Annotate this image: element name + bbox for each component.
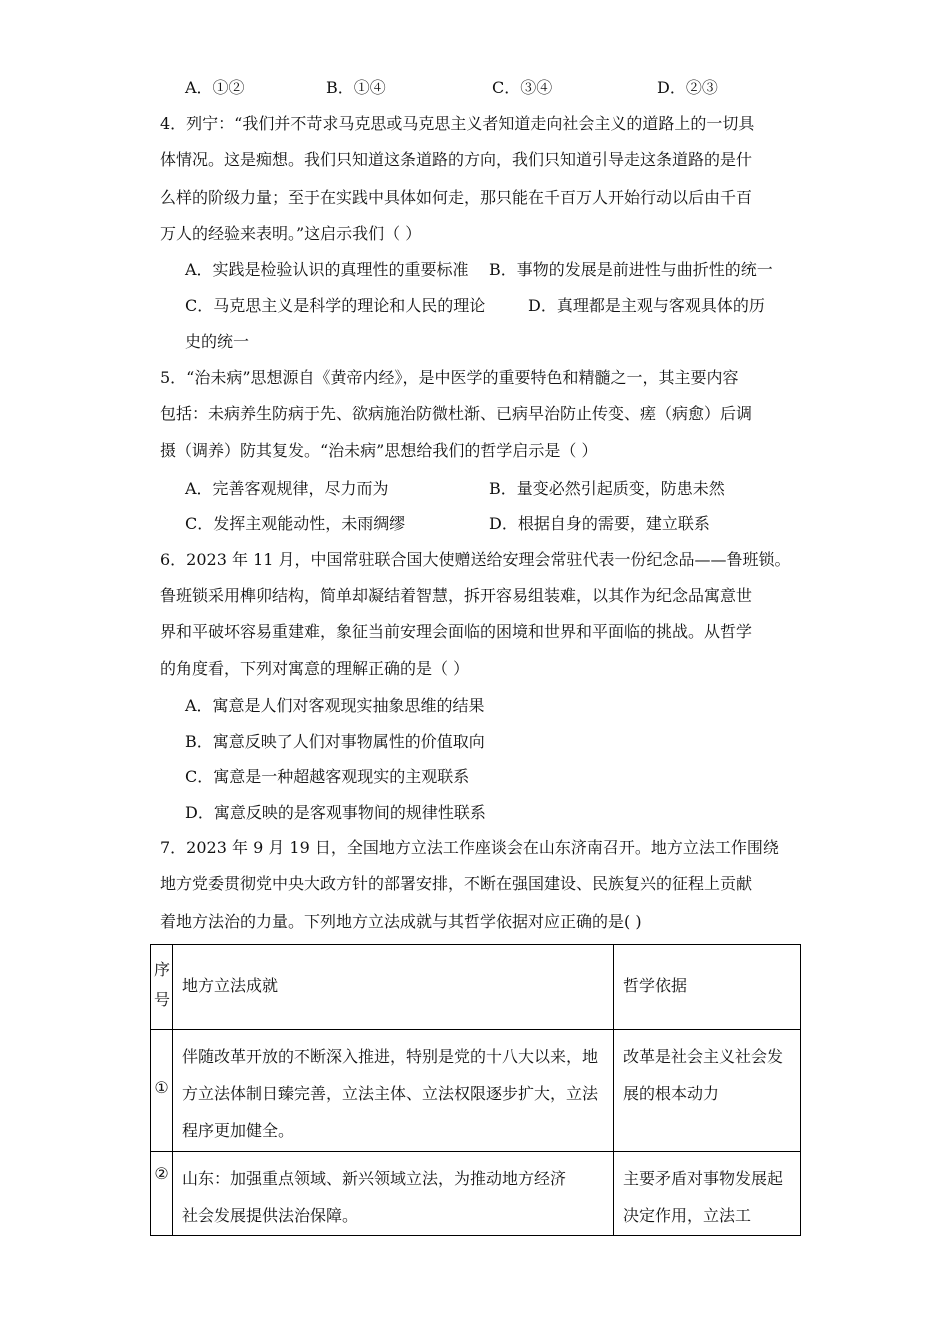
table-row: [151, 1152, 801, 1236]
q5-option-d: D．根据自身的需要，建立联系: [489, 514, 710, 533]
q3-option-d: D．②③: [657, 78, 718, 97]
q6-stem-line: 6．2023 年 11 月，中国常驻联合国大使赠送给安理会常驻代表一份纪念品——鲁班锁。: [160, 550, 791, 569]
table-header-row: [151, 945, 801, 1030]
q6-stem-line: 的角度看，下列对寓意的理解正确的是（ ）: [160, 659, 470, 678]
row-achievement: 山东：加强重点领域、新兴领域立法，为推动地方经济社会发展提供法治保障。: [182, 1169, 567, 1225]
q4-option-d: D．真理都是主观与客观具体的历: [528, 296, 765, 315]
q5-stem-line: 包括：未病养生防病于先、欲病施治防微杜渐、已病早治防止传变、瘥（病愈）后调: [160, 404, 753, 423]
header-seq-cell: [151, 945, 173, 1030]
q7-stem-line: 7．2023 年 9 月 19 日，全国地方立法工作座谈会在山东济南召开。地方立法工作围绕: [160, 838, 779, 857]
q7-stem-line: 着地方法治的力量。下列地方立法成就与其哲学依据对应正确的是( ): [160, 912, 642, 931]
q5-stem-line: 5．“治未病”思想源自《黄帝内经》，是中医学的重要特色和精髓之一，其主要内容: [160, 368, 739, 387]
q4-option-c: C．马克思主义是科学的理论和人民的理论: [185, 296, 486, 315]
table-row: [151, 1030, 801, 1152]
row-achievement-cell: [173, 1030, 614, 1152]
q6-option-d: D．寓意反映的是客观事物间的规律性联系: [185, 803, 486, 822]
q6-option-c: C．寓意是一种超越客观现实的主观联系: [185, 767, 470, 786]
header-achievement: 地方立法成就: [182, 976, 279, 995]
header-seq: 序号: [154, 960, 171, 1009]
q6-option-a: A．寓意是人们对客观现实抽象思维的结果: [185, 696, 485, 715]
row-basis: 主要矛盾对事物发展起决定作用，立法工: [623, 1169, 784, 1225]
q3-option-b: B．①④: [326, 78, 386, 97]
header-basis: 哲学依据: [623, 976, 688, 995]
row-achievement: 伴随改革开放的不断深入推进，特别是党的十八大以来，地方立法体制日臻完善，立法主体、立法权限逐步扩大，立法程序更加健全。: [182, 1047, 599, 1140]
q5-stem-line: 摄（调养）防其复发。“治未病”思想给我们的哲学启示是（ ）: [160, 441, 598, 460]
q4-stem-line: 万人的经验来表明。”这启示我们（ ）: [160, 224, 422, 243]
q4-option-b: B．事物的发展是前进性与曲折性的统一: [489, 260, 773, 279]
q3-option-a: A．①②: [185, 78, 245, 97]
q7-table: [150, 944, 801, 1236]
row-basis-cell: [614, 1152, 801, 1236]
q4-stem-line: 4．列宁：“我们并不苛求马克思或马克思主义者知道走向社会主义的道路上的一切具: [160, 114, 755, 133]
q4-stem-line: 么样的阶级力量；至于在实践中具体如何走，那只能在千百万人开始行动以后由千百: [160, 188, 753, 207]
header-basis-cell: [614, 945, 801, 1030]
q7-stem-line: 地方党委贯彻党中央大政方针的部署安排，不断在强国建设、民族复兴的征程上贡献: [160, 874, 753, 893]
row-basis-cell: [614, 1030, 801, 1152]
q3-option-c: C．③④: [492, 78, 553, 97]
q4-option-a: A．实践是检验认识的真理性的重要标准: [185, 260, 469, 279]
q6-stem-line: 鲁班锁采用榫卯结构，简单却凝结着智慧，拆开容易组装难，以其作为纪念品寓意世: [160, 586, 753, 605]
q6-option-b: B．寓意反映了人们对事物属性的价值取向: [185, 732, 485, 751]
row-seq-cell: [151, 1030, 173, 1152]
q5-option-a: A．完善客观规律，尽力而为: [185, 479, 389, 498]
row-achievement-cell: [173, 1152, 614, 1236]
q6-stem-line: 界和平破坏容易重建难，象征当前安理会面临的困境和世界和平面临的挑战。从哲学: [160, 622, 753, 641]
row-seq-cell: [151, 1152, 173, 1236]
q4-option-d-continuation: 史的统一: [185, 332, 250, 351]
row-seq: ①: [154, 1078, 169, 1097]
row-seq: ②: [154, 1164, 169, 1183]
q5-option-c: C．发挥主观能动性，未雨绸缪: [185, 514, 406, 533]
header-achievement-cell: [173, 945, 614, 1030]
q5-option-b: B．量变必然引起质变，防患未然: [489, 479, 725, 498]
row-basis: 改革是社会主义社会发展的根本动力: [623, 1047, 784, 1103]
q4-stem-line: 体情况。这是痴想。我们只知道这条道路的方向，我们只知道引导走这条道路的是什: [160, 150, 753, 169]
